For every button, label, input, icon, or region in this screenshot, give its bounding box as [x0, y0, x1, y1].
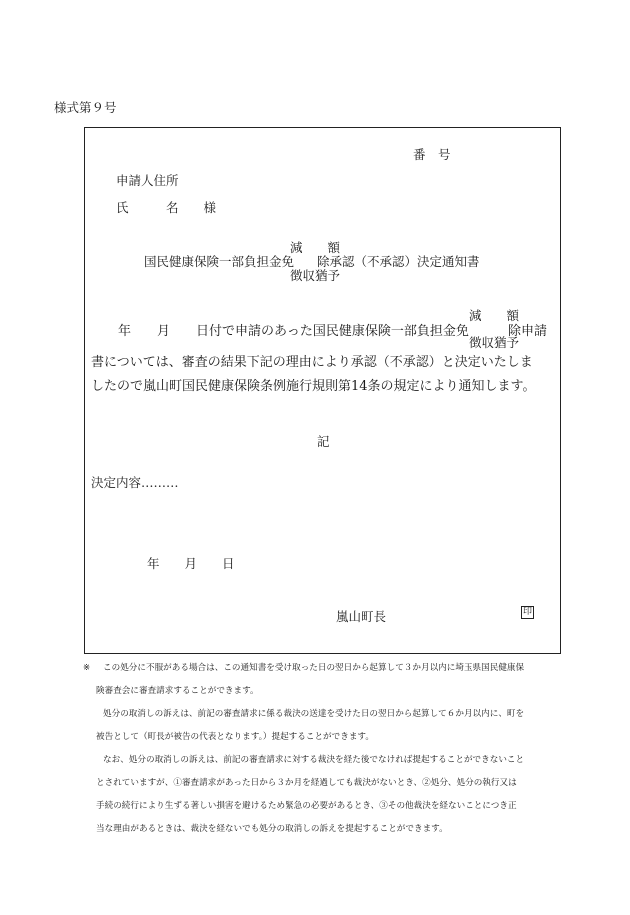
body-line1-deferral: 徴収猶予	[469, 335, 520, 350]
notes-p3-l2: とされていますが、①審査請求があった日から３か月を経過しても裁決がないとき、②処分、処分の執行又は	[96, 778, 517, 788]
notes-p2-l1: 処分の取消しの訴えは、前記の審査請求に係る裁決の送達を受けた日の翌日から起算して６か月以内に、町を	[103, 709, 525, 719]
notes-p3-l1: なお、処分の取消しの訴えは、前記の審査請求に対する裁決を経た後でなければ提起することができないこと	[103, 755, 525, 765]
notes-p2-l2: 被告として（町長が被告の代表となります。）提起することができます。	[96, 732, 374, 742]
form-label: 様式第９号	[54, 100, 117, 115]
title-deferral: 徴収猶予	[290, 268, 341, 283]
notes-p1-l1: この処分に不服がある場合は、この通知書を受け取った日の翌日から起算して３か月以内に埼玉県国民健康保	[103, 663, 525, 673]
title-reduction: 減 額	[290, 240, 341, 255]
body-line1-after: 除申請	[508, 324, 548, 339]
notes-p1-l2: 険審査会に審査請求することができます。	[96, 686, 259, 696]
number-label: 番 号	[413, 147, 451, 162]
notes-mark: ※	[83, 663, 91, 673]
date-label: 年 月 日	[147, 556, 235, 571]
notes-p3-l4: 当な理由があるときは、裁決を経ないでも処分の取消しの訴えを提起することができます。	[96, 824, 448, 834]
body-line1-reduction: 減 額	[469, 308, 520, 323]
notes-p3-l3: 手続の続行により生ずる著しい損害を避けるため緊急の必要があるとき、③その他裁決を経ないことにつき正	[96, 801, 517, 811]
applicant-name-label: 氏 名 様	[116, 200, 217, 215]
title-main-after: 除承認（不承認）決定通知書	[317, 254, 480, 269]
mayor-label: 嵐山町長	[336, 609, 387, 624]
title-main-before: 国民健康保険一部負担金免	[144, 254, 295, 269]
body-line1-before: 年 月 日付で申請のあった国民健康保険一部負担金免	[118, 324, 469, 339]
body-line3: したので嵐山町国民健康保険条例施行規則第14条の規定により通知します。	[91, 379, 536, 394]
decision-label: 決定内容………	[91, 475, 179, 490]
body-line2: 書については、審査の結果下記の理由により承認（不承認）と決定いたしま	[91, 355, 533, 370]
seal-mark: 印	[522, 607, 532, 617]
ki-label: 記	[317, 434, 330, 449]
applicant-address-label: 申請人住所	[116, 173, 179, 188]
